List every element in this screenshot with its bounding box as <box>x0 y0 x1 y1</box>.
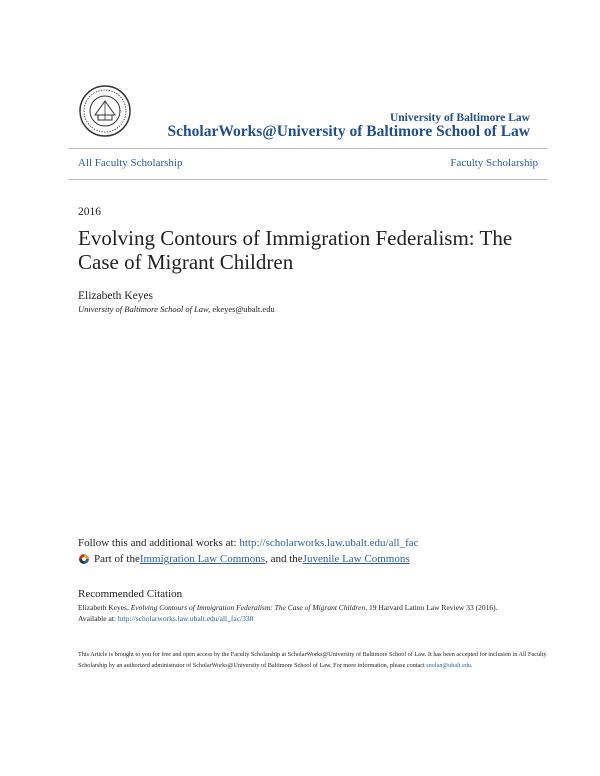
institution-name-small: University of Baltimore Law <box>389 112 530 124</box>
faculty-scholarship-link[interactable]: Faculty Scholarship <box>450 157 538 169</box>
available-prefix: Available at: <box>78 614 118 623</box>
author-email: ekeyes@ubalt.edu <box>212 304 275 314</box>
recommended-citation: Elizabeth Keyes, Evolving Contours of Immigration Federalism: The Case of Migrant Children, 19 Harvard Latino Law Review 33 (2016). Available at: http://scholarworks.law.ubalt.edu/all_fac/338 <box>78 603 498 623</box>
follow-line <box>78 537 419 549</box>
part-of-prefix: Part of the <box>94 553 140 565</box>
immigration-law-commons-link[interactable]: Immigration Law Commons <box>139 553 266 565</box>
citation-rest: , 19 Harvard Latino Law Review 33 (2016). <box>365 603 498 612</box>
recommended-citation-heading: Recommended Citation <box>78 588 183 600</box>
contact-email-link[interactable]: snolan@ubalt.edu <box>426 662 472 669</box>
juvenile-law-commons-link[interactable]: Juvenile Law Commons <box>302 553 410 565</box>
all-faculty-scholarship-link[interactable]: All Faculty Scholarship <box>78 157 183 169</box>
citation-author: Elizabeth Keyes <box>78 603 127 612</box>
repository-name[interactable]: ScholarWorks@University of Baltimore School of Law <box>167 123 530 140</box>
article-title: Evolving Contours of Immigration Federalism: The Case of Migrant Children <box>78 226 513 274</box>
citation-title: Evolving Contours of Immigration Federalism: The Case of Migrant Children <box>130 603 366 612</box>
part-of-middle: , and the <box>265 553 303 565</box>
access-statement <box>78 649 548 671</box>
author-affiliation: University of Baltimore School of Law, ekeyes@ubalt.edu <box>78 304 275 314</box>
follow-prefix: Follow this and additional works at: <box>78 537 240 549</box>
citation-url-link[interactable]: http://scholarworks.law.ubalt.edu/all_fac/338 <box>117 614 254 623</box>
publication-year: 2016 <box>78 206 101 218</box>
affiliation-text: University of Baltimore School of Law <box>78 304 209 314</box>
access-statement-end: . <box>471 662 473 669</box>
repository-header <box>78 84 538 144</box>
author-name: Elizabeth Keyes <box>78 290 154 302</box>
university-seal-icon <box>78 84 132 138</box>
bepress-logo-icon <box>78 553 90 565</box>
collection-nav <box>68 148 548 180</box>
part-of-line <box>78 553 410 565</box>
follow-url-link[interactable]: http://scholarworks.law.ubalt.edu/all_fac <box>239 537 419 549</box>
access-statement-text: This Article is brought to you for free and open access by the Faculty Scholarship at ScholarWorks@University of Baltimore School of Law. It has been accepted for inclusion in All Faculty Scholarship by an authorized administrator of ScholarWorks@University of Baltimore School of Law. For more information, please contact <box>78 651 547 669</box>
